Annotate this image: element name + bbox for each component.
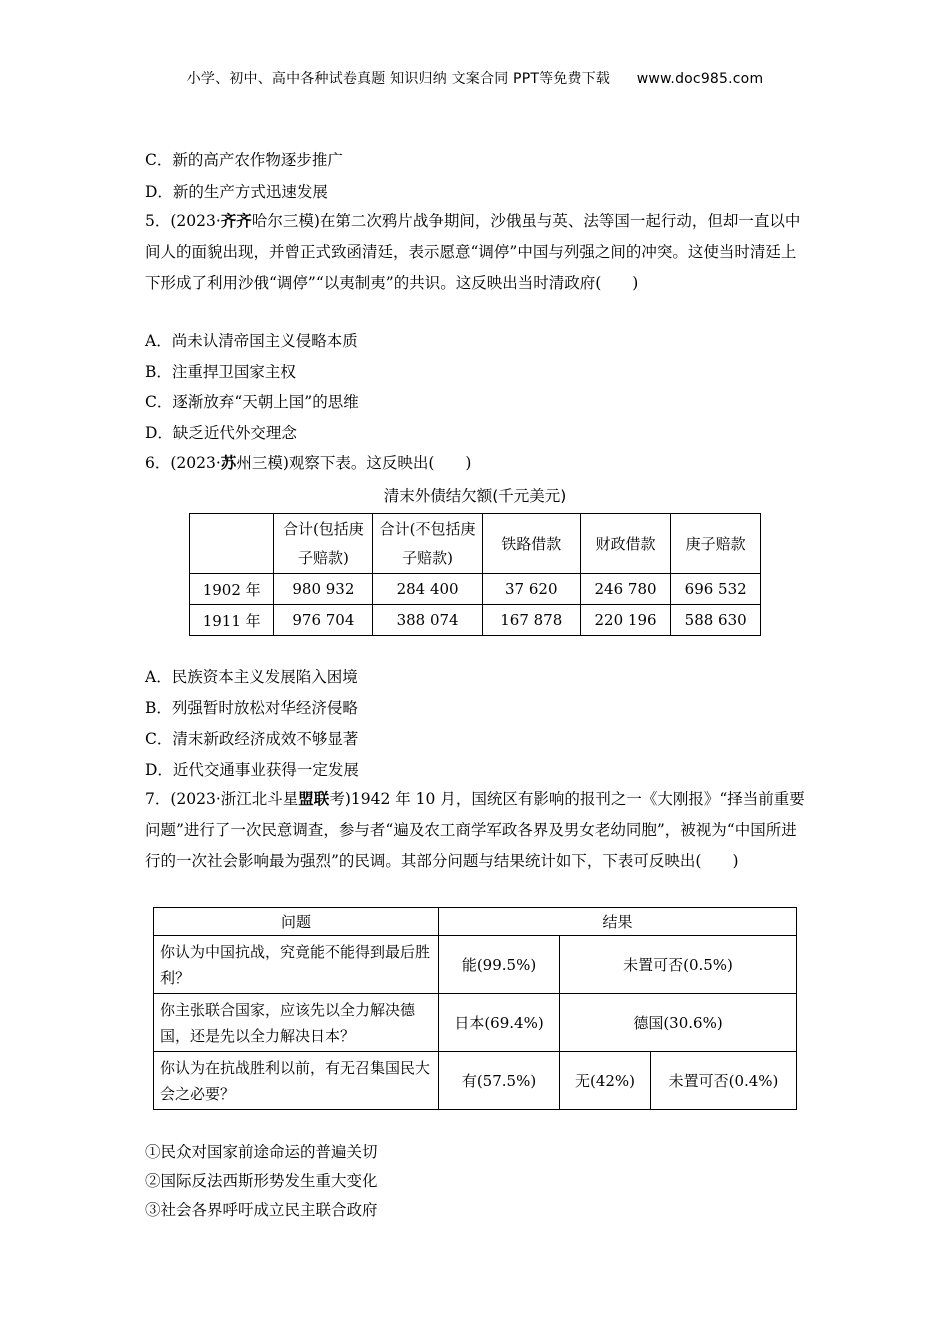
header-cell: 合计(不包括庚子赔款) [373, 514, 482, 574]
table-cell: 能(99.5%) [439, 936, 560, 994]
q5-source-rest: 哈尔三模) [251, 212, 320, 230]
header-cell: 财政借款 [580, 514, 671, 574]
table-row [154, 1052, 797, 1110]
table-cell: 284 400 [373, 574, 482, 605]
table-header-row [190, 514, 761, 574]
q7-item-3: ③社会各界呼吁成立民主联合政府 [145, 1201, 378, 1219]
table-row [154, 994, 797, 1052]
q6-option-a: A．民族资本主义发展陷入困境 [145, 668, 358, 686]
q5-option-a: A．尚未认清帝国主义侵略本质 [145, 332, 358, 350]
table-cell: 无(42%) [560, 1052, 651, 1110]
table-cell: 有(57.5%) [439, 1052, 560, 1110]
q5-option-d: D．缺乏近代外交理念 [145, 424, 297, 442]
q7-source-rest: 考) [329, 790, 351, 808]
q7-source-bold: 盟联 [298, 790, 330, 808]
q6-table-unit: (千元美元) [492, 487, 567, 505]
table-cell: 37 620 [482, 574, 580, 605]
q5-source-bold: 齐齐 [220, 212, 252, 230]
header-text: 小学、初中、高中各种试卷真题 知识归纳 文案合同 PPT等免费下载 [186, 71, 611, 87]
q6-table-caption [0, 484, 950, 506]
debt-table [189, 513, 761, 636]
question-cell: 你认为在抗战胜利以前，有无召集国民大会之必要？ [154, 1052, 439, 1110]
header-url[interactable]: www.doc985.com [636, 71, 764, 87]
q6-number: 6．(2023· [145, 454, 221, 472]
q5-option-c: C．逐渐放弃“天朝上国”的思维 [145, 393, 359, 411]
q6-stem [145, 453, 471, 473]
q5-stem-text: 在第二次鸦片战争期间，沙俄虽与英、法等国一起行动，但却一直以中间人的面貌出现，并曾正式致函清廷，表示愿意“调停”中国与列强之间的冲突。这使当时清廷上下形成了利用沙俄“调停”“以夷制夷”的共识。这反映出当时清政府( ) [145, 212, 801, 292]
table-cell: 696 532 [671, 574, 761, 605]
question-cell: 你认为中国抗战，究竟能不能得到最后胜利？ [154, 936, 439, 994]
header-cell: 铁路借款 [482, 514, 580, 574]
table-cell: 980 932 [274, 574, 373, 605]
q7-item-2: ②国际反法西斯形势发生重大变化 [145, 1172, 378, 1190]
q6-table-title: 清末外债结欠额 [383, 487, 493, 505]
q4-option-d: D．新的生产方式迅速发展 [145, 183, 328, 201]
table-cell: 未置可否(0.5%) [560, 936, 797, 994]
q7-item-1: ①民众对国家前途命运的普遍关切 [145, 1143, 378, 1161]
table-cell: 388 074 [373, 605, 482, 636]
table-cell: 未置可否(0.4%) [651, 1052, 797, 1110]
table-cell: 588 630 [671, 605, 761, 636]
header-cell: 问题 [154, 908, 439, 936]
q7-number: 7．(2023·浙江北斗星 [145, 790, 299, 808]
question-cell: 你主张联合国家，应该先以全力解决德国，还是先以全力解决日本？ [154, 994, 439, 1052]
table-cell: 1902 年 [190, 574, 274, 605]
table-cell: 德国(30.6%) [560, 994, 797, 1052]
page-header [0, 68, 950, 88]
header-cell: 合计(包括庚子赔款) [274, 514, 373, 574]
table-cell: 1911 年 [190, 605, 274, 636]
header-cell: 庚子赔款 [671, 514, 761, 574]
survey-table [153, 907, 797, 1110]
table-row [154, 936, 797, 994]
q5-option-b: B．注重捍卫国家主权 [145, 363, 296, 381]
header-cell [190, 514, 274, 574]
table-cell: 976 704 [274, 605, 373, 636]
table-cell: 220 196 [580, 605, 671, 636]
q6-option-b: B．列强暂时放松对华经济侵略 [145, 699, 358, 717]
q7-stem [145, 784, 807, 877]
q6-stem-text: 观察下表。这反映出( ) [288, 454, 472, 472]
q5-stem [145, 206, 807, 299]
table-cell: 日本(69.4%) [439, 994, 560, 1052]
table-row [190, 574, 761, 605]
q4-option-c: C．新的高产农作物逐步推广 [145, 151, 343, 169]
table-cell: 246 780 [580, 574, 671, 605]
q6-option-d: D．近代交通事业获得一定发展 [145, 761, 359, 779]
q6-option-c: C．清末新政经济成效不够显著 [145, 730, 359, 748]
table-cell: 167 878 [482, 605, 580, 636]
table-header-row [154, 908, 797, 936]
q6-source-rest: 州三模) [236, 454, 289, 472]
q7-stem-text: 1942 年 10 月，国统区有影响的报刊之一《大刚报》“择当前重要问题”进行了一次民意调查，参与者“遍及农工商学军政各界及男女老幼同胞”，被视为“中国所进行的一次社会影响最为强烈”的民调。其部分问题与结果统计如下，下表可反映出( ) [145, 790, 805, 870]
table-row [190, 605, 761, 636]
q5-number: 5．(2023· [145, 212, 221, 230]
q6-source-bold: 苏 [220, 454, 237, 472]
header-cell: 结果 [439, 908, 797, 936]
